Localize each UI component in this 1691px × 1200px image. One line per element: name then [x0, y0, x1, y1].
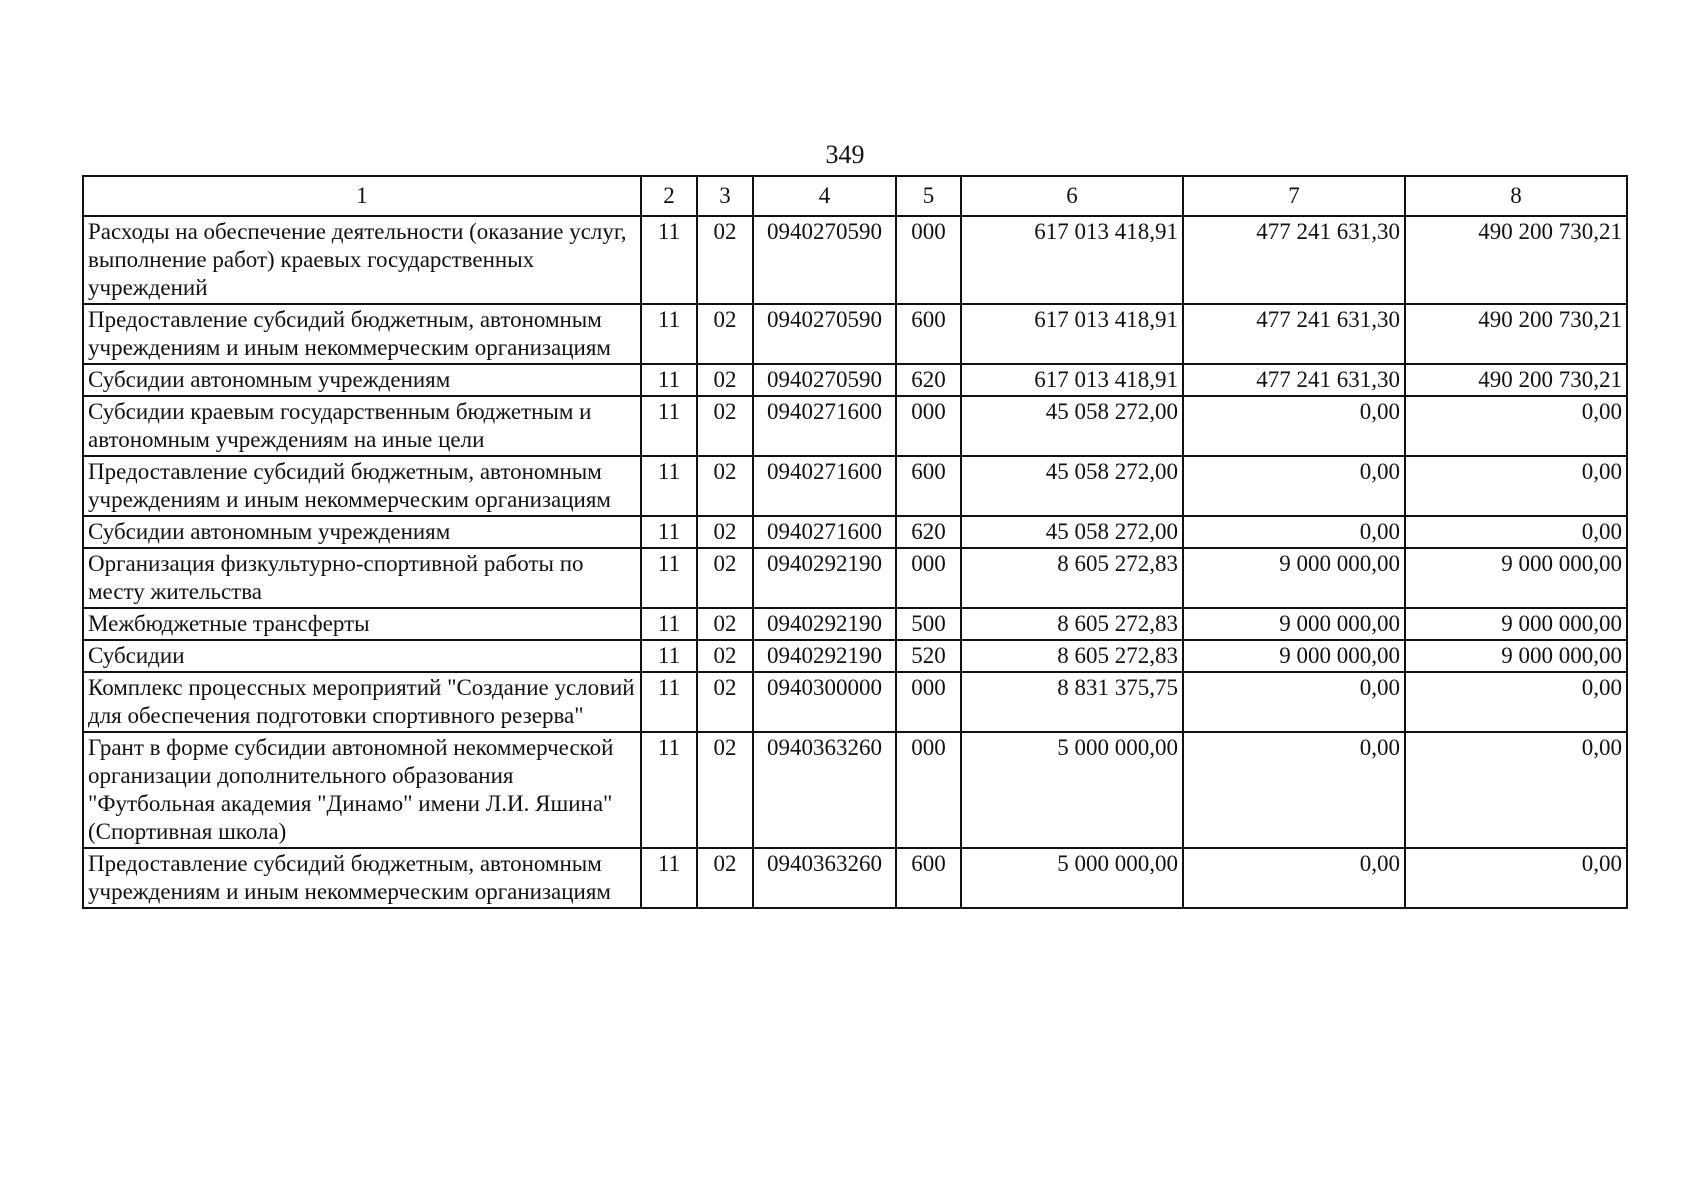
target-article-code: 0940363260 — [753, 732, 896, 848]
amount-col-8: 9 000 000,00 — [1405, 548, 1627, 608]
amount-col-8: 0,00 — [1405, 516, 1627, 548]
target-article-code: 0940270590 — [753, 216, 896, 304]
column-header: 6 — [961, 176, 1183, 216]
section-code: 11 — [641, 216, 697, 304]
amount-col-6: 617 013 418,91 — [961, 216, 1183, 304]
section-code: 11 — [641, 456, 697, 516]
column-header: 7 — [1183, 176, 1405, 216]
section-code: 11 — [641, 396, 697, 456]
amount-col-7: 9 000 000,00 — [1183, 608, 1405, 640]
section-code: 11 — [641, 672, 697, 732]
expense-type-code: 600 — [896, 304, 961, 364]
expense-type-code: 000 — [896, 732, 961, 848]
amount-col-7: 477 241 631,30 — [1183, 364, 1405, 396]
amount-col-8: 0,00 — [1405, 396, 1627, 456]
amount-col-7: 0,00 — [1183, 672, 1405, 732]
amount-col-6: 8 605 272,83 — [961, 608, 1183, 640]
subsection-code: 02 — [697, 848, 753, 908]
table-row — [83, 456, 1627, 516]
row-name: Грант в форме субсидии автономной некоммерческой организации дополнительного образования "Футбольная академия "Динамо" имени Л.И. Яшина" (Спортивная школа) — [83, 732, 641, 848]
column-header: 3 — [697, 176, 753, 216]
target-article-code: 0940271600 — [753, 396, 896, 456]
row-name: Субсидии автономным учреждениям — [83, 516, 641, 548]
amount-col-7: 477 241 631,30 — [1183, 216, 1405, 304]
target-article-code: 0940300000 — [753, 672, 896, 732]
section-code: 11 — [641, 640, 697, 672]
row-name: Субсидии автономным учреждениям — [83, 364, 641, 396]
table-row — [83, 672, 1627, 732]
column-header: 4 — [753, 176, 896, 216]
expense-type-code: 000 — [896, 396, 961, 456]
table-row — [83, 548, 1627, 608]
subsection-code: 02 — [697, 608, 753, 640]
table-row — [83, 732, 1627, 848]
amount-col-6: 617 013 418,91 — [961, 304, 1183, 364]
target-article-code: 0940292190 — [753, 608, 896, 640]
amount-col-6: 45 058 272,00 — [961, 516, 1183, 548]
column-header: 5 — [896, 176, 961, 216]
expense-type-code: 000 — [896, 216, 961, 304]
amount-col-8: 0,00 — [1405, 848, 1627, 908]
row-name: Субсидии — [83, 640, 641, 672]
table-row — [83, 304, 1627, 364]
expense-type-code: 520 — [896, 640, 961, 672]
expense-type-code: 620 — [896, 364, 961, 396]
subsection-code: 02 — [697, 732, 753, 848]
table-row — [83, 848, 1627, 908]
amount-col-7: 0,00 — [1183, 396, 1405, 456]
amount-col-8: 0,00 — [1405, 672, 1627, 732]
table-row — [83, 516, 1627, 548]
subsection-code: 02 — [697, 456, 753, 516]
target-article-code: 0940271600 — [753, 456, 896, 516]
target-article-code: 0940292190 — [753, 640, 896, 672]
subsection-code: 02 — [697, 672, 753, 732]
amount-col-7: 9 000 000,00 — [1183, 548, 1405, 608]
page-number: 349 — [825, 140, 865, 169]
amount-col-7: 0,00 — [1183, 456, 1405, 516]
amount-col-6: 617 013 418,91 — [961, 364, 1183, 396]
table-row — [83, 364, 1627, 396]
expense-type-code: 000 — [896, 548, 961, 608]
section-code: 11 — [641, 516, 697, 548]
subsection-code: 02 — [697, 396, 753, 456]
subsection-code: 02 — [697, 216, 753, 304]
expense-type-code: 600 — [896, 848, 961, 908]
column-header: 8 — [1405, 176, 1627, 216]
amount-col-6: 8 831 375,75 — [961, 672, 1183, 732]
amount-col-6: 45 058 272,00 — [961, 456, 1183, 516]
table-row — [83, 216, 1627, 304]
amount-col-8: 490 200 730,21 — [1405, 216, 1627, 304]
row-name: Предоставление субсидий бюджетным, автономным учреждениям и иным некоммерческим организациям — [83, 456, 641, 516]
amount-col-8: 0,00 — [1405, 732, 1627, 848]
row-name: Межбюджетные трансферты — [83, 608, 641, 640]
expense-type-code: 500 — [896, 608, 961, 640]
table-row — [83, 608, 1627, 640]
target-article-code: 0940271600 — [753, 516, 896, 548]
subsection-code: 02 — [697, 364, 753, 396]
row-name: Предоставление субсидий бюджетным, автономным учреждениям и иным некоммерческим организациям — [83, 848, 641, 908]
section-code: 11 — [641, 608, 697, 640]
row-name: Субсидии краевым государственным бюджетным и автономным учреждениям на иные цели — [83, 396, 641, 456]
table-row — [83, 640, 1627, 672]
amount-col-6: 5 000 000,00 — [961, 732, 1183, 848]
section-code: 11 — [641, 732, 697, 848]
amount-col-6: 45 058 272,00 — [961, 396, 1183, 456]
amount-col-8: 9 000 000,00 — [1405, 608, 1627, 640]
section-code: 11 — [641, 304, 697, 364]
amount-col-8: 0,00 — [1405, 456, 1627, 516]
subsection-code: 02 — [697, 516, 753, 548]
amount-col-7: 0,00 — [1183, 516, 1405, 548]
amount-col-6: 8 605 272,83 — [961, 640, 1183, 672]
row-name: Организация физкультурно-спортивной работы по месту жительства — [83, 548, 641, 608]
row-name: Предоставление субсидий бюджетным, автономным учреждениям и иным некоммерческим организациям — [83, 304, 641, 364]
subsection-code: 02 — [697, 640, 753, 672]
amount-col-6: 8 605 272,83 — [961, 548, 1183, 608]
amount-col-7: 0,00 — [1183, 732, 1405, 848]
subsection-code: 02 — [697, 304, 753, 364]
header-row — [83, 176, 1627, 216]
amount-col-6: 5 000 000,00 — [961, 848, 1183, 908]
subsection-code: 02 — [697, 548, 753, 608]
budget-table — [82, 175, 1628, 909]
expense-type-code: 600 — [896, 456, 961, 516]
target-article-code: 0940270590 — [753, 304, 896, 364]
row-name: Расходы на обеспечение деятельности (оказание услуг, выполнение работ) краевых государственных учреждений — [83, 216, 641, 304]
amount-col-8: 490 200 730,21 — [1405, 304, 1627, 364]
column-header: 2 — [641, 176, 697, 216]
target-article-code: 0940270590 — [753, 364, 896, 396]
target-article-code: 0940363260 — [753, 848, 896, 908]
expense-type-code: 620 — [896, 516, 961, 548]
row-name: Комплекс процессных мероприятий "Создание условий для обеспечения подготовки спортивного резерва" — [83, 672, 641, 732]
section-code: 11 — [641, 848, 697, 908]
table-row — [83, 396, 1627, 456]
amount-col-7: 477 241 631,30 — [1183, 304, 1405, 364]
target-article-code: 0940292190 — [753, 548, 896, 608]
section-code: 11 — [641, 364, 697, 396]
amount-col-7: 9 000 000,00 — [1183, 640, 1405, 672]
amount-col-8: 490 200 730,21 — [1405, 364, 1627, 396]
column-header: 1 — [83, 176, 641, 216]
section-code: 11 — [641, 548, 697, 608]
expense-type-code: 000 — [896, 672, 961, 732]
amount-col-8: 9 000 000,00 — [1405, 640, 1627, 672]
amount-col-7: 0,00 — [1183, 848, 1405, 908]
